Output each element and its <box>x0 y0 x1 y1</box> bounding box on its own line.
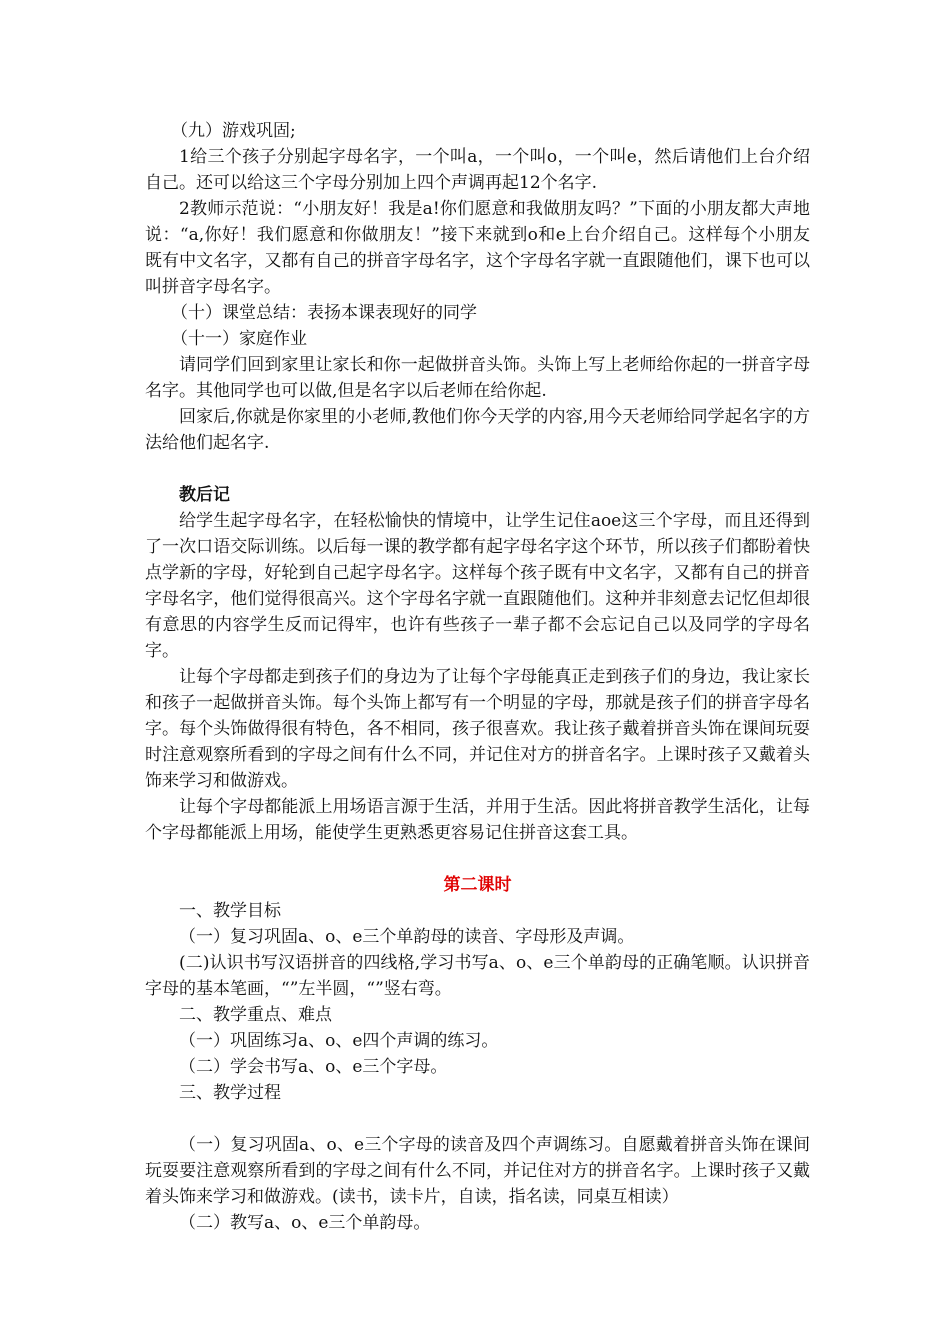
spacer <box>145 1106 810 1132</box>
section-heading-goals: 一、教学目标 <box>179 901 281 921</box>
spacer <box>145 846 810 872</box>
key-item: （二）学会书写a、o、e三个字母。 <box>179 1057 448 1077</box>
section-heading-summary: （十）课堂总结：表扬本课表现好的同学 <box>171 303 477 323</box>
paragraph: 回家后,你就是你家里的小老师,教他们你今天学的内容,用今天老师给同学起名字的方法给他们起名字. <box>145 407 810 453</box>
paragraph: 请同学们回到家里让家长和你一起做拼音头饰。头饰上写上老师给你起的一拼音字母名字。其他同学也可以做,但是名字以后老师在给你起. <box>145 355 810 401</box>
paragraph: 给学生起字母名字，在轻松愉快的情境中，让学生记住aoe这三个字母，而且还得到了一次口语交际训练。以后每一课的教学都有起字母名字这个环节，所以孩子们都盼着快点学新的字母，好轮到自己起字母名字。这样每个孩子既有中文名字，又都有自己的拼音字母名字，他们觉得很高兴。这个字母名字就一直跟随他们。这种并非刻意去记忆但却很有意思的内容学生反而记得牢，也许有些孩子一辈子都不会忘记自己以及同学的字母名字。 <box>145 511 810 661</box>
paragraph: 2教师示范说：“小朋友好！我是a!你们愿意和我做朋友吗？”下面的小朋友都大声地说：“a,你好！我们愿意和你做朋友！”接下来就到o和e上台介绍自己。这样每个小朋友既有中文名字，又都有自己的拼音字母名字，这个字母名字就一直跟随他们，课下也可以叫拼音字母名字。 <box>145 199 810 297</box>
section-heading-game: （九）游戏巩固; <box>171 121 296 141</box>
section-heading-process: 三、教学过程 <box>179 1083 281 1103</box>
paragraph: 1给三个孩子分别起字母名字，一个叫a，一个叫o，一个叫e，然后请他们上台介绍自己。还可以给这三个字母分别加上四个声调再起12个名字. <box>145 147 810 193</box>
paragraph: 让每个字母都能派上用场语言源于生活，并用于生活。因此将拼音教学生活化，让每个字母都能派上用场，能使学生更熟悉更容易记住拼音这套工具。 <box>145 797 810 843</box>
section-heading-homework: （十一）家庭作业 <box>171 329 307 349</box>
process-step: （一）复习巩固a、o、e三个字母的读音及四个声调练习。自愿戴着拼音头饰在课间玩耍要注意观察所看到的字母之间有什么不同，并记住对方的拼音名字。上课时孩子又戴着头饰来学习和做游戏。(读书，读卡片，自读，指名读，同桌互相读） <box>145 1135 810 1207</box>
lesson-title: 第二课时 <box>443 875 512 895</box>
process-step: （二）教写a、o、e三个单韵母。 <box>179 1213 431 1233</box>
key-item: （一）巩固练习a、o、e四个声调的练习。 <box>179 1031 499 1051</box>
reflection-heading: 教后记 <box>179 485 230 505</box>
goal-item: (二)认识书写汉语拼音的四线格,学习书写a、o、e三个单韵母的正确笔顺。认识拼音字母的基本笔画，“”左半圆，“”竖右弯。 <box>145 953 810 999</box>
document-page <box>145 118 810 1236</box>
spacer <box>145 456 810 482</box>
section-heading-keys: 二、教学重点、难点 <box>179 1005 332 1025</box>
goal-item: （一）复习巩固a、o、e三个单韵母的读音、字母形及声调。 <box>179 927 635 947</box>
paragraph: 让每个字母都走到孩子们的身边为了让每个字母能真正走到孩子们的身边，我让家长和孩子一起做拼音头饰。每个头饰上都写有一个明显的字母，那就是孩子们的拼音字母名字。每个头饰做得很有特色，各不相同，孩子很喜欢。我让孩子戴着拼音头饰在课间玩耍时注意观察所看到的字母之间有什么不同，并记住对方的拼音名字。上课时孩子又戴着头饰来学习和做游戏。 <box>145 667 810 791</box>
